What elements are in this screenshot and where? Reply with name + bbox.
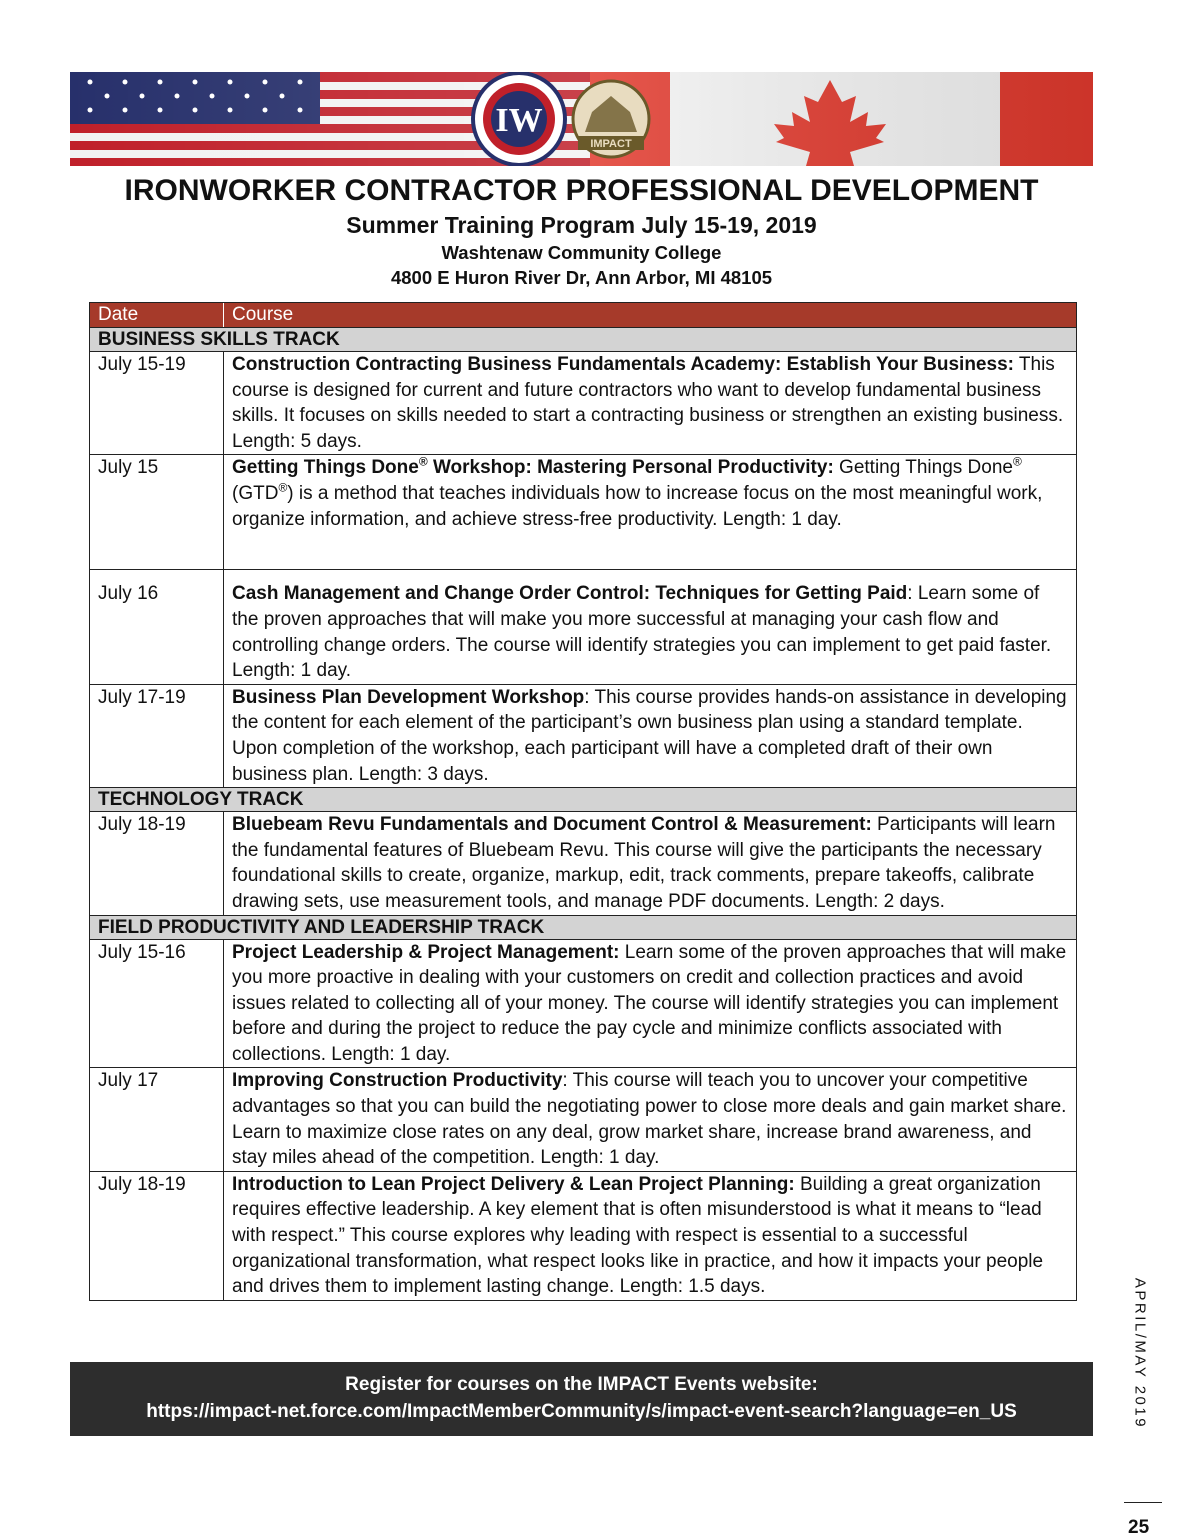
course-title: Cash Management and Change Order Control: Techniques for Getting Paid [232,583,908,605]
course-details: Getting Things Done [833,457,1013,479]
column-header-course: Course [232,304,294,325]
course-date: July 18-19 [90,812,224,914]
title-block [70,172,1093,290]
course-title-part: Getting Things Done [232,457,419,479]
registered-mark: ® [278,480,288,495]
course-details: Learn some of the proven approaches that will make you more proactive in dealing with your customers on credit and collection practices and avoid issues related to collecting all of your money. The course will identify strategies you can implement before and during the project to reduce the pay cycle and minimize conflicts associated with collections. Length: 1 day. [232,941,1067,1065]
course-date: July 15-16 [90,940,224,1068]
track-header-field-productivity: FIELD PRODUCTIVITY AND LEADERSHIP TRACK [90,915,1076,940]
course-date: July 16 [90,570,224,683]
track-header-technology: TECHNOLOGY TRACK [90,787,1076,812]
page-title: IRONWORKER CONTRACTOR PROFESSIONAL DEVELOPMENT [124,174,1039,207]
course-details: ) is a method that teaches individuals how to increase focus on the most meaningful work, organize information, and achieve stress-free productivity. Length: 1 day. [232,482,1043,530]
course-date: July 15 [90,455,224,569]
course-details: This course is designed for current and future contractors who want to develop fundamental business skills. It focuses on skills needed to start a contracting business or strengthen an existing business. Length: 5 days. [232,354,1064,452]
course-description [224,581,1076,683]
registered-mark: ® [418,455,428,470]
flag-banner [70,72,1093,166]
course-date: July 15-19 [90,352,224,454]
course-details: (GTD [232,482,279,504]
course-date: July 17 [90,1068,224,1170]
course-description [224,1172,1076,1300]
course-details: : This course will teach you to uncover your competitive advantages so that you can build the negotiating power to close more deals and gain market share. Learn to maximize close rates on any deal, grow market share, increase brand awareness, and stay miles ahead of the competition. Length: 1 day. [232,1070,1067,1169]
course-details: Building a great organization requires effective leadership. A key element that is often misunderstood is what it means to “lead with respect.” This course explores why leading with respect is essential to a successful organizational transformation, what respect looks like in practice, and how it impacts your people and drives them to implement lasting change. Length: 1.5 days. [232,1173,1044,1298]
course-details: : This course provides hands-on assistance in developing the content for each element of the participant’s own business plan using a standard template. Upon completion of the workshop, each participant will have a completed draft of their own business plan. Length: 3 days. [232,686,1067,785]
column-header-date: Date [90,303,224,327]
issue-label [1130,1255,1150,1455]
table-row [90,940,1076,1068]
course-schedule-table [89,302,1077,1301]
page-number-divider [1124,1502,1162,1503]
course-title: Bluebeam Revu Fundamentals and Document Control & Measurement: [232,814,872,836]
course-title-part: Workshop: Mastering Personal Productivity: [427,457,834,479]
course-title: Project Leadership & Project Management: [232,941,620,963]
course-title: Construction Contracting Business Fundamentals Academy: Establish Your Business: [232,354,1014,375]
table-row [90,1171,1076,1300]
course-description [224,940,1076,1068]
course-title: Improving Construction Productivity [232,1070,563,1092]
register-text: Register for courses on the IMPACT Events website: [345,1374,818,1395]
issue-date: APRIL/MAY 2019 [1131,1277,1149,1430]
table-header-row [90,303,1076,327]
register-banner [70,1362,1093,1436]
venue-name: Washtenaw Community College [441,242,722,263]
table-row [90,1067,1076,1170]
table-row [90,352,1076,454]
impact-logo [573,81,649,157]
course-description [224,455,1076,569]
registered-mark: ® [1012,455,1022,470]
course-description [224,812,1076,914]
register-url-link[interactable]: https://impact-net.force.com/ImpactMemberCommunity/s/impact-event-search?language=en_US [146,1401,1017,1422]
iw-logo [473,73,565,165]
course-description [224,352,1076,454]
course-date: July 17-19 [90,685,224,787]
table-row [90,569,1076,683]
course-title [232,457,834,478]
page-number: 25 [1128,1517,1150,1538]
course-date: July 18-19 [90,1172,224,1300]
course-title: Business Plan Development Workshop [232,686,585,708]
flag-banner-image [70,72,1093,166]
table-row [90,454,1076,569]
iw-logo-text: IW [495,102,543,139]
table-row [90,812,1076,914]
venue-address: 4800 E Huron River Dr, Ann Arbor, MI 48105 [390,267,773,288]
track-header-business-skills: BUSINESS SKILLS TRACK [90,327,1076,352]
course-details: Participants will learn the fundamental features of Bluebeam Revu. This course will give the participants the necessary foundational skills to create, organize, markup, edit, track comments, prepare takeoffs, calibrate drawing sets, use measurement tools, and manage PDF documents. Length: 2 days. [232,814,1056,912]
course-details: : Learn some of the proven approaches that will make you more successful at managing your cash flow and controlling change orders. The course will identify strategies you can implement to get paid faster. Length: 1 day. [232,583,1052,682]
course-title: Introduction to Lean Project Delivery & Lean Project Planning: [232,1173,795,1195]
program-subtitle: Summer Training Program July 15-19, 2019 [346,212,817,238]
course-description [224,1068,1076,1170]
table-row [90,684,1076,787]
course-description [224,685,1076,787]
impact-logo-text: IMPACT [590,138,632,150]
